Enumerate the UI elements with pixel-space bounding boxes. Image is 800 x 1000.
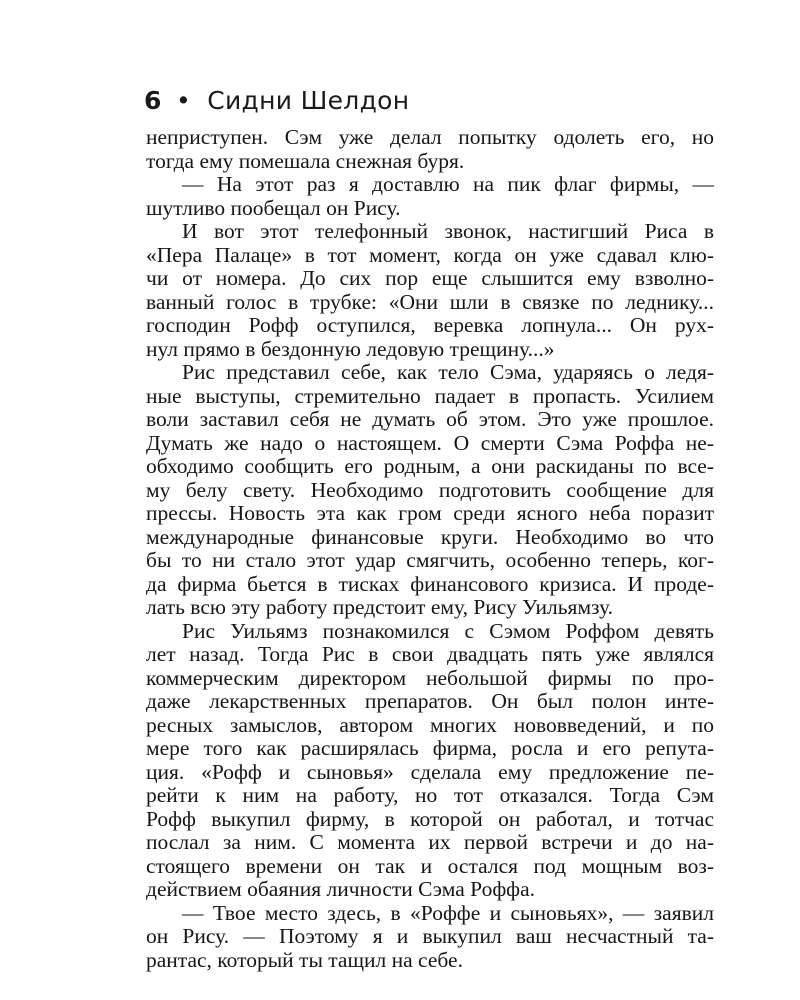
text-line: «Пера Палаце» в тот момент, когда он уже сдавал клю-: [146, 242, 714, 267]
text-line: бы то ни стало этот удар смягчить, особенно теперь, ког-: [146, 548, 714, 572]
text-line: коммерческим директором небольшой фирмы по про-: [146, 665, 714, 690]
text-line: послал за ним. С момента их первой встречи и до на-: [146, 830, 714, 854]
page-number: 6: [144, 86, 162, 115]
text-line: чи от номера. До сих пор еще слышится ему взволно-: [146, 266, 714, 290]
text-line: даже лекарственных препаратов. Он был полон инте-: [146, 689, 714, 713]
text-line: он Рису. — Поэтому я и выкупил ваш несчастный та-: [146, 924, 714, 948]
text-line: Рофф выкупил фирму, в которой он работал, и тотчас: [146, 806, 714, 831]
text-line: — На этот раз я доставлю на пик флаг фирмы, —: [182, 172, 714, 196]
body-text: [146, 126, 714, 972]
text-line: господин Рофф оступился, веревка лопнула... Он рух-: [146, 313, 714, 337]
text-line: обходимо сообщить его родным, а они раскиданы по все-: [146, 454, 714, 478]
text-line: прессы. Новость эта как гром среди ясного неба поразит: [146, 501, 714, 525]
text-line: ные выступы, стремительно падает в пропасть. Усилием: [146, 383, 714, 408]
text-line: лать всю эту работу предстоит ему, Рису Уильямзу.: [146, 595, 614, 619]
text-line: рантас, который ты тащил на себе.: [146, 947, 463, 972]
running-header: [144, 86, 409, 115]
text-line: ресных замыслов, автором многих нововведений, и по: [146, 712, 714, 737]
text-line: воли заставил себя не думать об этом. Это уже прошлое.: [146, 407, 714, 431]
text-line: Думать же надо о настоящем. О смерти Сэма Роффа не-: [146, 430, 714, 455]
text-line: нул прямо в бездонную ледовую трещину...»: [146, 336, 555, 361]
text-line: неприступен. Сэм уже делал попытку одолеть его, но: [146, 125, 714, 149]
text-line: стоящего времени он так и остался под мощным воз-: [146, 853, 714, 878]
text-line: — Твое место здесь, в «Роффе и сыновьях», — заявил: [182, 900, 714, 925]
text-line: Рис Уильямз познакомился с Сэмом Роффом девять: [182, 618, 714, 643]
header-separator: •: [175, 86, 191, 115]
running-title: Сидни Шелдон: [207, 86, 410, 115]
text-line: ция. «Рофф и сыновья» сделала ему предложение пе-: [146, 759, 714, 784]
text-line: действием обаяния личности Сэма Роффа.: [146, 877, 536, 901]
text-line: ванный голос в трубке: «Они шли в связке по леднику...: [146, 289, 714, 314]
text-line: рейти к ним на работу, но тот отказался. Тогда Сэм: [146, 783, 714, 807]
text-line: да фирма бьется в тисках финансового кризиса. И проде-: [146, 571, 714, 596]
text-line: шутливо пообещал он Рису.: [146, 195, 401, 220]
text-line: Рис представил себе, как тело Сэма, ударяясь о ледя-: [182, 360, 714, 384]
text-line: тогда ему помешала снежная буря.: [146, 148, 465, 173]
text-line: му белу свету. Необходимо подготовить сообщение для: [146, 477, 714, 502]
text-line: международные финансовые круги. Необходимо во что: [146, 524, 714, 549]
text-line: мере того как расширялась фирма, росла и его репута-: [146, 736, 714, 760]
text-line: И вот этот телефонный звонок, настигший Риса в: [182, 219, 714, 243]
text-line: лет назад. Тогда Рис в свои двадцать пять уже являлся: [146, 642, 714, 666]
